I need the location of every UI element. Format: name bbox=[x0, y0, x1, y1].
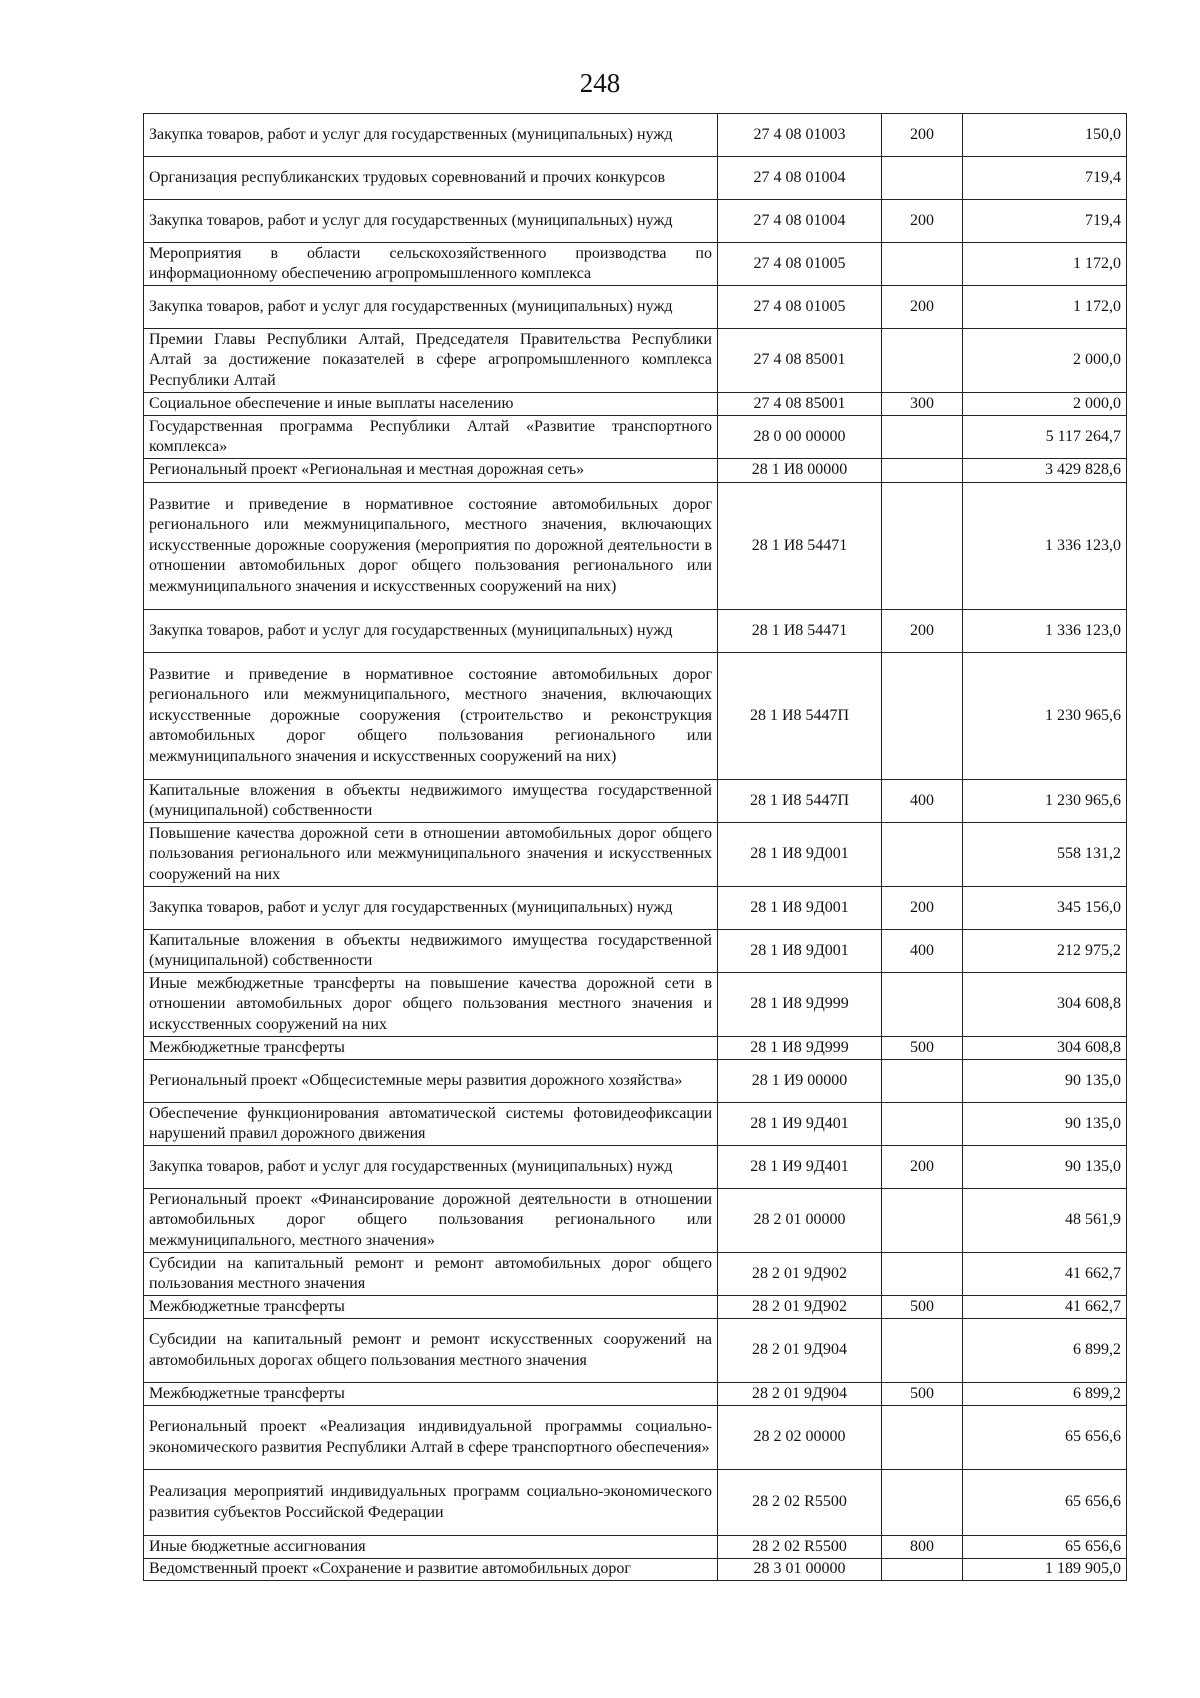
row-sum: 2 000,0 bbox=[963, 393, 1127, 416]
row-name: Капитальные вложения в объекты недвижимого имущества государственной (муниципальной) собственности bbox=[144, 930, 718, 973]
table-row bbox=[144, 1470, 1127, 1536]
row-name: Закупка товаров, работ и услуг для государственных (муниципальных) нужд bbox=[144, 200, 718, 243]
row-code: 28 1 И8 5447П bbox=[718, 653, 882, 780]
row-code: 28 2 01 9Д902 bbox=[718, 1253, 882, 1296]
row-code: 28 2 01 9Д902 bbox=[718, 1296, 882, 1319]
row-type bbox=[882, 1559, 963, 1581]
row-type: 400 bbox=[882, 780, 963, 823]
row-sum: 150,0 bbox=[963, 114, 1127, 157]
table-row bbox=[144, 887, 1127, 930]
row-code: 27 4 08 85001 bbox=[718, 393, 882, 416]
row-type: 300 bbox=[882, 393, 963, 416]
row-name: Межбюджетные трансферты bbox=[144, 1296, 718, 1319]
table-row bbox=[144, 483, 1127, 610]
row-sum: 41 662,7 bbox=[963, 1253, 1127, 1296]
row-name: Социальное обеспечение и иные выплаты населению bbox=[144, 393, 718, 416]
row-type bbox=[882, 243, 963, 286]
row-name: Иные межбюджетные трансферты на повышение качества дорожной сети в отношении автомобильных дорог общего пользования местного значения и искусственных сооружений на них bbox=[144, 973, 718, 1037]
row-name: Государственная программа Республики Алтай «Развитие транспортного комплекса» bbox=[144, 416, 718, 459]
row-name: Ведомственный проект «Сохранение и развитие автомобильных дорог bbox=[144, 1559, 718, 1581]
row-sum: 719,4 bbox=[963, 200, 1127, 243]
row-code: 27 4 08 01004 bbox=[718, 157, 882, 200]
row-sum: 345 156,0 bbox=[963, 887, 1127, 930]
row-name: Организация республиканских трудовых соревнований и прочих конкурсов bbox=[144, 157, 718, 200]
table-row bbox=[144, 416, 1127, 459]
row-sum: 90 135,0 bbox=[963, 1146, 1127, 1189]
table-row bbox=[144, 459, 1127, 483]
row-name: Межбюджетные трансферты bbox=[144, 1037, 718, 1060]
row-name: Реализация мероприятий индивидуальных программ социально-экономического развития субъектов Российской Федерации bbox=[144, 1470, 718, 1536]
row-sum: 41 662,7 bbox=[963, 1296, 1127, 1319]
row-sum: 90 135,0 bbox=[963, 1060, 1127, 1103]
table-row bbox=[144, 157, 1127, 200]
row-type: 500 bbox=[882, 1383, 963, 1406]
row-name: Иные бюджетные ассигнования bbox=[144, 1536, 718, 1559]
row-sum: 212 975,2 bbox=[963, 930, 1127, 973]
row-type bbox=[882, 157, 963, 200]
row-code: 28 1 И8 9Д999 bbox=[718, 1037, 882, 1060]
row-name: Закупка товаров, работ и услуг для государственных (муниципальных) нужд bbox=[144, 286, 718, 329]
row-type bbox=[882, 1470, 963, 1536]
row-type: 500 bbox=[882, 1296, 963, 1319]
row-name: Закупка товаров, работ и услуг для государственных (муниципальных) нужд bbox=[144, 610, 718, 653]
row-code: 28 1 И8 9Д001 bbox=[718, 823, 882, 887]
table-row bbox=[144, 1103, 1127, 1146]
table-row bbox=[144, 1296, 1127, 1319]
table-row bbox=[144, 1060, 1127, 1103]
row-name: Региональный проект «Региональная и местная дорожная сеть» bbox=[144, 459, 718, 483]
row-sum: 1 336 123,0 bbox=[963, 610, 1127, 653]
row-sum: 304 608,8 bbox=[963, 1037, 1127, 1060]
table-row bbox=[144, 823, 1127, 887]
row-name: Повышение качества дорожной сети в отношении автомобильных дорог общего пользования регионального или межмуниципального значения и искусственных сооружений на них bbox=[144, 823, 718, 887]
row-code: 28 1 И9 9Д401 bbox=[718, 1103, 882, 1146]
row-name: Мероприятия в области сельскохозяйственного производства по информационному обеспечению агропромышленного комплекса bbox=[144, 243, 718, 286]
row-sum: 719,4 bbox=[963, 157, 1127, 200]
row-code: 28 3 01 00000 bbox=[718, 1559, 882, 1581]
row-type: 400 bbox=[882, 930, 963, 973]
table-row bbox=[144, 243, 1127, 286]
table-row bbox=[144, 1253, 1127, 1296]
row-sum: 65 656,6 bbox=[963, 1536, 1127, 1559]
row-name: Развитие и приведение в нормативное состояние автомобильных дорог регионального или межмуниципального, местного значения, включающих искусственные дорожные сооружения (строительство и реконструкция автомобильных дорог общего пользования регионального или межмуниципального значения и искусственных сооружений на них) bbox=[144, 653, 718, 780]
row-code: 28 1 И8 9Д001 bbox=[718, 887, 882, 930]
row-name: Межбюджетные трансферты bbox=[144, 1383, 718, 1406]
table-row bbox=[144, 653, 1127, 780]
row-type: 500 bbox=[882, 1037, 963, 1060]
row-type: 200 bbox=[882, 286, 963, 329]
row-sum: 1 172,0 bbox=[963, 243, 1127, 286]
row-code: 27 4 08 01005 bbox=[718, 243, 882, 286]
table-row bbox=[144, 200, 1127, 243]
row-type: 800 bbox=[882, 1536, 963, 1559]
table-row bbox=[144, 1189, 1127, 1253]
row-type bbox=[882, 483, 963, 610]
table-row bbox=[144, 930, 1127, 973]
row-type bbox=[882, 459, 963, 483]
row-type bbox=[882, 1060, 963, 1103]
row-sum: 1 336 123,0 bbox=[963, 483, 1127, 610]
row-type: 200 bbox=[882, 610, 963, 653]
row-code: 28 2 01 9Д904 bbox=[718, 1319, 882, 1383]
row-code: 27 4 08 01005 bbox=[718, 286, 882, 329]
row-code: 28 2 02 R5500 bbox=[718, 1536, 882, 1559]
row-sum: 1 189 905,0 bbox=[963, 1559, 1127, 1581]
row-sum: 2 000,0 bbox=[963, 329, 1127, 393]
row-type bbox=[882, 1406, 963, 1470]
table-row bbox=[144, 1559, 1127, 1581]
row-code: 27 4 08 01004 bbox=[718, 200, 882, 243]
row-code: 27 4 08 85001 bbox=[718, 329, 882, 393]
table-row bbox=[144, 1037, 1127, 1060]
table-row bbox=[144, 1146, 1127, 1189]
row-code: 28 2 01 9Д904 bbox=[718, 1383, 882, 1406]
row-type bbox=[882, 1319, 963, 1383]
row-sum: 65 656,6 bbox=[963, 1406, 1127, 1470]
table-row bbox=[144, 393, 1127, 416]
row-type bbox=[882, 973, 963, 1037]
row-code: 28 0 00 00000 bbox=[718, 416, 882, 459]
row-name: Закупка товаров, работ и услуг для государственных (муниципальных) нужд bbox=[144, 887, 718, 930]
row-sum: 1 230 965,6 bbox=[963, 780, 1127, 823]
row-sum: 304 608,8 bbox=[963, 973, 1127, 1037]
row-type bbox=[882, 329, 963, 393]
row-sum: 65 656,6 bbox=[963, 1470, 1127, 1536]
row-type: 200 bbox=[882, 114, 963, 157]
row-sum: 3 429 828,6 bbox=[963, 459, 1127, 483]
table-row bbox=[144, 780, 1127, 823]
row-code: 28 1 И9 00000 bbox=[718, 1060, 882, 1103]
page-number: 248 bbox=[579, 68, 621, 98]
row-sum: 1 230 965,6 bbox=[963, 653, 1127, 780]
row-sum: 5 117 264,7 bbox=[963, 416, 1127, 459]
row-code: 28 1 И8 9Д999 bbox=[718, 973, 882, 1037]
row-sum: 48 561,9 bbox=[963, 1189, 1127, 1253]
table-row bbox=[144, 286, 1127, 329]
table-row bbox=[144, 1536, 1127, 1559]
row-code: 27 4 08 01003 bbox=[718, 114, 882, 157]
row-name: Региональный проект «Общесистемные меры развития дорожного хозяйства» bbox=[144, 1060, 718, 1103]
table-row bbox=[144, 1319, 1127, 1383]
row-name: Региональный проект «Финансирование дорожной деятельности в отношении автомобильных дорог общего пользования регионального или межмуниципального, местного значения» bbox=[144, 1189, 718, 1253]
row-type bbox=[882, 653, 963, 780]
table-row bbox=[144, 973, 1127, 1037]
row-name: Развитие и приведение в нормативное состояние автомобильных дорог регионального или межмуниципального, местного значения, включающих искусственные дорожные сооружения (мероприятия по дорожной деятельности в отношении автомобильных дорог общего пользования регионального или межмуниципального значения и искусственных сооружений на них) bbox=[144, 483, 718, 610]
row-name: Премии Главы Республики Алтай, Председателя Правительства Республики Алтай за достижение показателей в сфере агропромышленного комплекса Республики Алтай bbox=[144, 329, 718, 393]
row-code: 28 1 И8 54471 bbox=[718, 483, 882, 610]
table-row bbox=[144, 610, 1127, 653]
row-type: 200 bbox=[882, 887, 963, 930]
row-sum: 558 131,2 bbox=[963, 823, 1127, 887]
row-name: Субсидии на капитальный ремонт и ремонт искусственных сооружений на автомобильных дорогах общего пользования местного значения bbox=[144, 1319, 718, 1383]
row-name: Закупка товаров, работ и услуг для государственных (муниципальных) нужд bbox=[144, 1146, 718, 1189]
row-code: 28 2 01 00000 bbox=[718, 1189, 882, 1253]
row-code: 28 1 И8 00000 bbox=[718, 459, 882, 483]
row-code: 28 1 И8 9Д001 bbox=[718, 930, 882, 973]
row-sum: 6 899,2 bbox=[963, 1383, 1127, 1406]
row-code: 28 2 02 R5500 bbox=[718, 1470, 882, 1536]
row-type bbox=[882, 1189, 963, 1253]
row-sum: 90 135,0 bbox=[963, 1103, 1127, 1146]
row-type bbox=[882, 1253, 963, 1296]
row-code: 28 1 И8 5447П bbox=[718, 780, 882, 823]
row-type: 200 bbox=[882, 1146, 963, 1189]
row-name: Капитальные вложения в объекты недвижимого имущества государственной (муниципальной) собственности bbox=[144, 780, 718, 823]
row-code: 28 2 02 00000 bbox=[718, 1406, 882, 1470]
row-code: 28 1 И9 9Д401 bbox=[718, 1146, 882, 1189]
row-sum: 1 172,0 bbox=[963, 286, 1127, 329]
row-name: Закупка товаров, работ и услуг для государственных (муниципальных) нужд bbox=[144, 114, 718, 157]
table-row bbox=[144, 1383, 1127, 1406]
row-type bbox=[882, 1103, 963, 1146]
row-sum: 6 899,2 bbox=[963, 1319, 1127, 1383]
table-row bbox=[144, 329, 1127, 393]
budget-table bbox=[143, 113, 1127, 1581]
row-type bbox=[882, 823, 963, 887]
row-name: Субсидии на капитальный ремонт и ремонт автомобильных дорог общего пользования местного значения bbox=[144, 1253, 718, 1296]
table-row bbox=[144, 1406, 1127, 1470]
row-type bbox=[882, 416, 963, 459]
row-name: Региональный проект «Реализация индивидуальной программы социально-экономического развития Республики Алтай в сфере транспортного обеспечения» bbox=[144, 1406, 718, 1470]
row-name: Обеспечение функционирования автоматической системы фотовидеофиксации нарушений правил дорожного движения bbox=[144, 1103, 718, 1146]
table-row bbox=[144, 114, 1127, 157]
row-type: 200 bbox=[882, 200, 963, 243]
row-code: 28 1 И8 54471 bbox=[718, 610, 882, 653]
